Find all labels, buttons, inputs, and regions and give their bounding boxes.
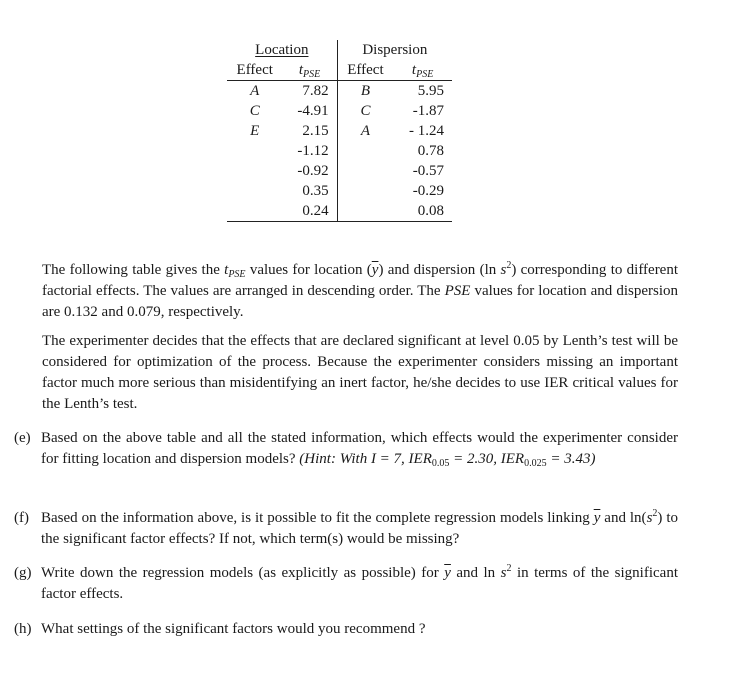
location-effect-cell: A xyxy=(250,83,260,99)
dispersion-effect-cell: C xyxy=(360,103,371,119)
square-superscript: 2 xyxy=(506,563,512,574)
dispersion-tpse-cell: -0.29 xyxy=(412,183,444,199)
tpse-table xyxy=(227,40,452,222)
decision-paragraph: The experimenter decides that the effects that are declared significant at level 0.05 by Lenth’s test will be considered for optimization of the process. Because the experimenter considers missing an important factor much more serious than misidentifying an inert factor, he/she decides to use IER critical values for the Lenth’s test. xyxy=(42,333,678,412)
square-superscript: 2 xyxy=(652,508,658,519)
table-row xyxy=(227,201,452,222)
dispersion-effect-cell xyxy=(337,181,393,201)
dispersion-effect-cell: B xyxy=(360,83,371,99)
dispersion-effect-cell xyxy=(337,161,393,181)
location-tpse-cell: -0.92 xyxy=(282,161,337,181)
table-row xyxy=(227,101,452,121)
question-f xyxy=(14,508,678,550)
question-e-text: Based on the above table and all the stated information, which effects would the experimenter consider for fitting location and dispersion models? xyxy=(41,430,678,467)
dispersion-tpse-cell: 0.08 xyxy=(393,201,452,222)
hint-text-2: = 2.30, IER xyxy=(449,451,525,467)
location-tpse-cell: 2.15 xyxy=(282,121,337,141)
s-symbol: s xyxy=(500,565,507,581)
location-tpse-cell: 0.24 xyxy=(282,201,337,222)
question-f-body xyxy=(41,508,678,550)
question-g-body xyxy=(41,563,678,605)
question-e-label: (e) xyxy=(14,430,31,446)
t-symbol: t xyxy=(411,62,417,78)
s-symbol: s xyxy=(646,510,653,526)
question-h-text: What settings of the significant factors would you recommend ? xyxy=(41,621,426,637)
intro-text-5: values for location and dispersion are 0.132 and 0.079, respectively. xyxy=(42,283,679,320)
t-subscript: PSE xyxy=(416,69,434,80)
table-row xyxy=(227,141,452,161)
ybar-symbol: $\overline{y}$ xyxy=(593,510,601,526)
question-g xyxy=(14,563,678,605)
intro-text-2: values for location ( xyxy=(245,262,372,278)
tpse-table-container xyxy=(227,40,452,222)
table-row xyxy=(227,161,452,181)
location-header: Location xyxy=(227,40,337,60)
dispersion-tpse-cell: -0.57 xyxy=(412,163,444,179)
question-g-text-2: and ln xyxy=(450,565,501,581)
location-tpse-cell: 0.35 xyxy=(282,181,337,201)
ybar-symbol: $\overline{y}$ xyxy=(444,565,451,581)
location-tpse-cell: -4.91 xyxy=(282,101,337,121)
question-g-label: (g) xyxy=(14,565,32,581)
question-h-label: (h) xyxy=(14,621,32,637)
location-effect-cell: C xyxy=(249,103,260,119)
hint-text-3: = 3.43) xyxy=(546,451,596,467)
dispersion-tpse-cell: 0.78 xyxy=(417,143,444,159)
table-row xyxy=(227,81,452,102)
question-f-text-1: Based on the information above, is it possible to fit the complete regression models linking xyxy=(41,510,594,526)
table-row xyxy=(227,181,452,201)
t-subscript: PSE xyxy=(303,69,321,80)
question-f-text-2: and ln( xyxy=(600,510,647,526)
dispersion-header: Dispersion xyxy=(362,42,428,58)
location-effect-header: Effect xyxy=(227,60,282,81)
dispersion-effect-cell xyxy=(337,141,393,161)
dispersion-tpse-cell: - 1.24 xyxy=(409,123,444,139)
question-f-label: (f) xyxy=(14,510,29,526)
s-symbol: s xyxy=(500,262,507,278)
table-row xyxy=(227,121,452,141)
table-group-header-row xyxy=(227,40,452,60)
intro-text-4: ) corresponding to different factorial effects. The values are arranged in descending order. The xyxy=(42,262,679,299)
hint-text-1: (Hint: With I = 7, IER xyxy=(299,451,432,467)
t-subscript: PSE xyxy=(228,269,246,280)
question-f-text-3: ) to the significant factor effects? If not, which term(s) would be missing? xyxy=(41,510,679,547)
tpse-table-body xyxy=(227,81,452,222)
pse-term: PSE xyxy=(444,283,471,299)
location-effect-cell xyxy=(227,201,282,222)
dispersion-tpse-cell: 5.95 xyxy=(417,83,444,99)
location-tpse-cell: 7.82 xyxy=(282,81,337,102)
location-effect-cell xyxy=(227,161,282,181)
square-superscript: 2 xyxy=(506,260,512,271)
t-symbol: t xyxy=(224,262,229,278)
dispersion-effect-header: Effect xyxy=(337,60,393,81)
hint-subscript-1: 0.05 xyxy=(431,458,450,469)
location-effect-cell xyxy=(227,181,282,201)
table-column-header-row xyxy=(227,60,452,81)
question-e-body xyxy=(41,428,678,470)
question-g-text-1: Write down the regression models (as explicitly as possible) for xyxy=(41,565,445,581)
location-tpse-header xyxy=(282,60,337,81)
question-h-body xyxy=(41,619,678,640)
ybar-symbol: $\overline{y}$ xyxy=(371,262,379,278)
intro-text-3: ) and dispersion (ln xyxy=(378,262,501,278)
location-tpse-cell: -1.12 xyxy=(282,141,337,161)
question-g-text-3: in terms of the significant factor effects. xyxy=(41,565,678,602)
dispersion-effect-cell xyxy=(337,201,393,222)
intro-paragraph xyxy=(42,260,678,323)
dispersion-effect-cell: A xyxy=(360,123,371,139)
location-effect-cell xyxy=(227,141,282,161)
location-effect-cell: E xyxy=(250,123,260,139)
question-e xyxy=(14,428,678,470)
intro-text-1: The following table gives the xyxy=(42,262,225,278)
dispersion-tpse-header xyxy=(393,60,452,81)
hint-subscript-2: 0.025 xyxy=(524,458,547,469)
dispersion-tpse-cell: -1.87 xyxy=(412,103,444,119)
t-symbol: t xyxy=(298,62,304,78)
question-h xyxy=(14,619,678,640)
